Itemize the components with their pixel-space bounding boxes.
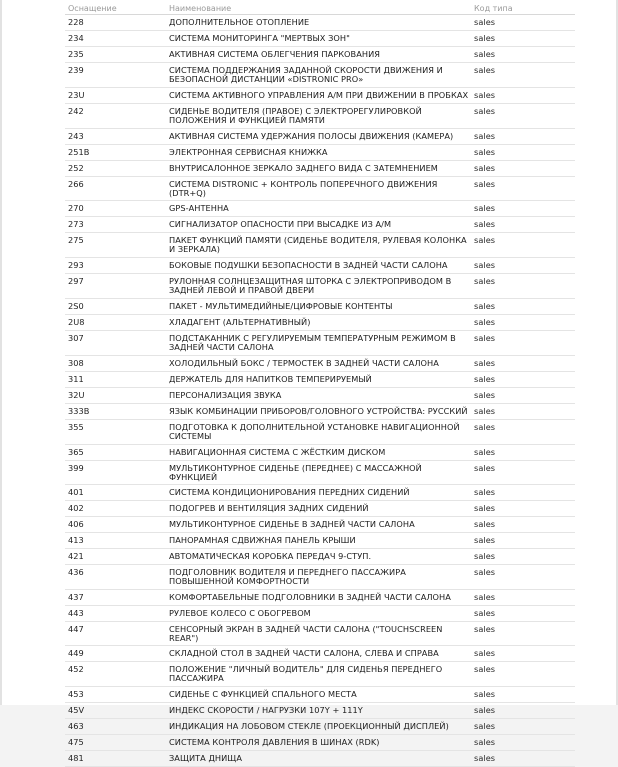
option-code-cell: 421 — [65, 549, 166, 565]
option-name-cell: ПАНОРАМНАЯ СДВИЖНАЯ ПАНЕЛЬ КРЫШИ — [166, 533, 471, 549]
option-name-cell: РУЛЕВОЕ КОЛЕСО С ОБОГРЕВОМ — [166, 606, 471, 622]
table-row — [65, 485, 575, 501]
type-code-cell: sales — [471, 161, 575, 177]
type-code-cell: sales — [471, 404, 575, 420]
option-code-cell: 32U — [65, 388, 166, 404]
option-code-cell: 293 — [65, 258, 166, 274]
table-row — [65, 315, 575, 331]
type-code-cell: sales — [471, 356, 575, 372]
option-code-cell: 401 — [65, 485, 166, 501]
table-row — [65, 565, 575, 590]
option-code-cell: 447 — [65, 622, 166, 646]
option-name-cell: GPS-АНТЕННА — [166, 201, 471, 217]
option-name-cell: РУЛОННАЯ СОЛНЦЕЗАЩИТНАЯ ШТОРКА С ЭЛЕКТРОПРИВОДОМ В ЗАДНЕЙ ЛЕВОЙ И ПРАВОЙ ДВЕРИ — [166, 274, 471, 299]
table-row — [65, 274, 575, 299]
option-code-cell: 270 — [65, 201, 166, 217]
option-name-cell: МУЛЬТИКОНТУРНОЕ СИДЕНЬЕ В ЗАДНЕЙ ЧАСТИ САЛОНА — [166, 517, 471, 533]
option-code-cell: 355 — [65, 420, 166, 445]
option-code-cell: 266 — [65, 177, 166, 201]
option-name-cell: СИСТЕМА ПОДДЕРЖАНИЯ ЗАДАННОЙ СКОРОСТИ ДВИЖЕНИЯ И БЕЗОПАСНОЙ ДИСТАНЦИИ «DISTRONIC PRO» — [166, 63, 471, 88]
option-name-cell: МУЛЬТИКОНТУРНОЕ СИДЕНЬЕ (ПЕРЕДНЕЕ) С МАССАЖНОЙ ФУНКЦИЕЙ — [166, 461, 471, 485]
option-code-cell: 406 — [65, 517, 166, 533]
table-row — [65, 47, 575, 63]
table-row — [65, 533, 575, 549]
option-name-cell: ПЕРСОНАЛИЗАЦИЯ ЗВУКА — [166, 388, 471, 404]
column-header-code: Оснащение — [65, 0, 166, 15]
option-code-cell: 333B — [65, 404, 166, 420]
option-name-cell: ПОЛОЖЕНИЕ "ЛИЧНЫЙ ВОДИТЕЛЬ" ДЛЯ СИДЕНЬЯ ПЕРЕДНЕГО ПАССАЖИРА — [166, 662, 471, 687]
option-code-cell: 2U8 — [65, 315, 166, 331]
type-code-cell: sales — [471, 47, 575, 63]
table-row — [65, 372, 575, 388]
type-code-cell: sales — [471, 129, 575, 145]
option-code-cell: 275 — [65, 233, 166, 258]
equipment-options-table — [65, 0, 575, 767]
type-code-cell: sales — [471, 201, 575, 217]
option-code-cell: 402 — [65, 501, 166, 517]
option-code-cell: 234 — [65, 31, 166, 47]
option-code-cell: 453 — [65, 687, 166, 703]
table-row — [65, 461, 575, 485]
table-row — [65, 177, 575, 201]
option-code-cell: 228 — [65, 15, 166, 31]
option-code-cell: 449 — [65, 646, 166, 662]
option-name-cell: СЕНСОРНЫЙ ЭКРАН В ЗАДНЕЙ ЧАСТИ САЛОНА ("TOUCHSCREEN REAR") — [166, 622, 471, 646]
type-code-cell: sales — [471, 461, 575, 485]
option-code-cell: 443 — [65, 606, 166, 622]
type-code-cell: sales — [471, 31, 575, 47]
table-row — [65, 420, 575, 445]
type-code-cell: sales — [471, 372, 575, 388]
table-row — [65, 646, 575, 662]
table-row — [65, 299, 575, 315]
option-name-cell: ИНДЕКС СКОРОСТИ / НАГРУЗКИ 107Y + 111Y — [166, 703, 471, 719]
option-code-cell: 235 — [65, 47, 166, 63]
option-name-cell: ДОПОЛНИТЕЛЬНОЕ ОТОПЛЕНИЕ — [166, 15, 471, 31]
type-code-cell: sales — [471, 646, 575, 662]
option-name-cell: ПОДСТАКАННИК С РЕГУЛИРУЕМЫМ ТЕМПЕРАТУРНЫМ РЕЖИМОМ В ЗАДНЕЙ ЧАСТИ САЛОНА — [166, 331, 471, 356]
option-name-cell: ПОДГОТОВКА К ДОПОЛНИТЕЛЬНОЙ УСТАНОВКЕ НАВИГАЦИОННОЙ СИСТЕМЫ — [166, 420, 471, 445]
table-row — [65, 63, 575, 88]
table-row — [65, 217, 575, 233]
table-row — [65, 662, 575, 687]
option-code-cell: 481 — [65, 751, 166, 767]
option-name-cell: БОКОВЫЕ ПОДУШКИ БЕЗОПАСНОСТИ В ЗАДНЕЙ ЧАСТИ САЛОНА — [166, 258, 471, 274]
table-row — [65, 751, 575, 767]
header-row — [65, 0, 575, 15]
option-code-cell: 2S0 — [65, 299, 166, 315]
option-code-cell: 308 — [65, 356, 166, 372]
column-header-name: Наименование — [166, 0, 471, 15]
option-code-cell: 307 — [65, 331, 166, 356]
table-row — [65, 145, 575, 161]
option-name-cell: ПАКЕТ - МУЛЬТИМЕДИЙНЫЕ/ЦИФРОВЫЕ КОНТЕНТЫ — [166, 299, 471, 315]
type-code-cell: sales — [471, 388, 575, 404]
option-name-cell: АКТИВНАЯ СИСТЕМА УДЕРЖАНИЯ ПОЛОСЫ ДВИЖЕНИЯ (КАМЕРА) — [166, 129, 471, 145]
option-code-cell: 273 — [65, 217, 166, 233]
option-name-cell: СИСТЕМА АКТИВНОГО УПРАВЛЕНИЯ А/М ПРИ ДВИЖЕНИИ В ПРОБКАХ — [166, 88, 471, 104]
type-code-cell: sales — [471, 687, 575, 703]
option-name-cell: ВНУТРИСАЛОННОЕ ЗЕРКАЛО ЗАДНЕГО ВИДА С ЗАТЕМНЕНИЕМ — [166, 161, 471, 177]
option-name-cell: ЯЗЫК КОМБИНАЦИИ ПРИБОРОВ/ГОЛОВНОГО УСТРОЙСТВА: РУССКИЙ — [166, 404, 471, 420]
table-row — [65, 356, 575, 372]
option-name-cell: СИСТЕМА КОНТРОЛЯ ДАВЛЕНИЯ В ШИНАХ (RDK) — [166, 735, 471, 751]
option-name-cell: КОМФОРТАБЕЛЬНЫЕ ПОДГОЛОВНИКИ В ЗАДНЕЙ ЧАСТИ САЛОНА — [166, 590, 471, 606]
table-row — [65, 404, 575, 420]
option-name-cell: ЗАЩИТА ДНИЩА — [166, 751, 471, 767]
table-row — [65, 445, 575, 461]
type-code-cell: sales — [471, 258, 575, 274]
type-code-cell: sales — [471, 606, 575, 622]
type-code-cell: sales — [471, 622, 575, 646]
option-code-cell: 436 — [65, 565, 166, 590]
option-name-cell: ПОДОГРЕВ И ВЕНТИЛЯЦИЯ ЗАДНИХ СИДЕНИЙ — [166, 501, 471, 517]
option-name-cell: ИНДИКАЦИЯ НА ЛОБОВОМ СТЕКЛЕ (ПРОЕКЦИОННЫЙ ДИСПЛЕЙ) — [166, 719, 471, 735]
table-row — [65, 104, 575, 129]
table-row — [65, 258, 575, 274]
option-name-cell: СИГНАЛИЗАТОР ОПАСНОСТИ ПРИ ВЫСАДКЕ ИЗ А/М — [166, 217, 471, 233]
type-code-cell: sales — [471, 703, 575, 719]
type-code-cell: sales — [471, 145, 575, 161]
type-code-cell: sales — [471, 517, 575, 533]
table-header — [65, 0, 575, 15]
column-header-type: Код типа — [471, 0, 575, 15]
type-code-cell: sales — [471, 299, 575, 315]
type-code-cell: sales — [471, 274, 575, 299]
type-code-cell: sales — [471, 590, 575, 606]
type-code-cell: sales — [471, 88, 575, 104]
table-row — [65, 161, 575, 177]
type-code-cell: sales — [471, 719, 575, 735]
type-code-cell: sales — [471, 420, 575, 445]
table-row — [65, 687, 575, 703]
option-name-cell: ЭЛЕКТРОННАЯ СЕРВИСНАЯ КНИЖКА — [166, 145, 471, 161]
table-row — [65, 590, 575, 606]
option-code-cell: 452 — [65, 662, 166, 687]
table-row — [65, 517, 575, 533]
option-code-cell: 242 — [65, 104, 166, 129]
option-name-cell: СКЛАДНОЙ СТОЛ В ЗАДНЕЙ ЧАСТИ САЛОНА, СЛЕВА И СПРАВА — [166, 646, 471, 662]
option-name-cell: ПАКЕТ ФУНКЦИЙ ПАМЯТИ (СИДЕНЬЕ ВОДИТЕЛЯ, РУЛЕВАЯ КОЛОНКА И ЗЕРКАЛА) — [166, 233, 471, 258]
option-code-cell: 45V — [65, 703, 166, 719]
option-code-cell: 413 — [65, 533, 166, 549]
table-row — [65, 606, 575, 622]
type-code-cell: sales — [471, 217, 575, 233]
table-row — [65, 15, 575, 31]
type-code-cell: sales — [471, 662, 575, 687]
option-name-cell: СИСТЕМА DISTRONIC + КОНТРОЛЬ ПОПЕРЕЧНОГО ДВИЖЕНИЯ (DTR+Q) — [166, 177, 471, 201]
option-code-cell: 252 — [65, 161, 166, 177]
option-name-cell: ХОЛОДИЛЬНЫЙ БОКС / ТЕРМОСТЕК В ЗАДНЕЙ ЧАСТИ САЛОНА — [166, 356, 471, 372]
table-row — [65, 622, 575, 646]
option-code-cell: 23U — [65, 88, 166, 104]
table-row — [65, 388, 575, 404]
option-code-cell: 239 — [65, 63, 166, 88]
type-code-cell: sales — [471, 177, 575, 201]
table-row — [65, 31, 575, 47]
table-row — [65, 129, 575, 145]
type-code-cell: sales — [471, 15, 575, 31]
type-code-cell: sales — [471, 63, 575, 88]
option-name-cell: ПОДГОЛОВНИК ВОДИТЕЛЯ И ПЕРЕДНЕГО ПАССАЖИРА ПОВЫШЕННОЙ КОМФОРТНОСТИ — [166, 565, 471, 590]
option-name-cell: ДЕРЖАТЕЛЬ ДЛЯ НАПИТКОВ ТЕМПЕРИРУЕМЫЙ — [166, 372, 471, 388]
type-code-cell: sales — [471, 565, 575, 590]
option-name-cell: СИСТЕМА МОНИТОРИНГА "МЕРТВЫХ ЗОН" — [166, 31, 471, 47]
type-code-cell: sales — [471, 751, 575, 767]
option-name-cell: НАВИГАЦИОННАЯ СИСТЕМА С ЖЁСТКИМ ДИСКОМ — [166, 445, 471, 461]
type-code-cell: sales — [471, 315, 575, 331]
type-code-cell: sales — [471, 331, 575, 356]
option-code-cell: 311 — [65, 372, 166, 388]
type-code-cell: sales — [471, 501, 575, 517]
type-code-cell: sales — [471, 104, 575, 129]
table-row — [65, 88, 575, 104]
table-row — [65, 735, 575, 751]
option-code-cell: 475 — [65, 735, 166, 751]
option-name-cell: ХЛАДАГЕНТ (АЛЬТЕРНАТИВНЫЙ) — [166, 315, 471, 331]
option-code-cell: 437 — [65, 590, 166, 606]
type-code-cell: sales — [471, 233, 575, 258]
option-name-cell: СИСТЕМА КОНДИЦИОНИРОВАНИЯ ПЕРЕДНИХ СИДЕНИЙ — [166, 485, 471, 501]
type-code-cell: sales — [471, 549, 575, 565]
type-code-cell: sales — [471, 445, 575, 461]
option-code-cell: 463 — [65, 719, 166, 735]
option-code-cell: 297 — [65, 274, 166, 299]
option-code-cell: 399 — [65, 461, 166, 485]
table-row — [65, 501, 575, 517]
option-name-cell: СИДЕНЬЕ С ФУНКЦИЕЙ СПАЛЬНОГО МЕСТА — [166, 687, 471, 703]
option-name-cell: АВТОМАТИЧЕСКАЯ КОРОБКА ПЕРЕДАЧ 9-СТУП. — [166, 549, 471, 565]
option-code-cell: 251B — [65, 145, 166, 161]
table-row — [65, 233, 575, 258]
table-body — [65, 15, 575, 767]
type-code-cell: sales — [471, 533, 575, 549]
table-row — [65, 549, 575, 565]
table-row — [65, 719, 575, 735]
option-name-cell: СИДЕНЬЕ ВОДИТЕЛЯ (ПРАВОЕ) С ЭЛЕКТРОРЕГУЛИРОВКОЙ ПОЛОЖЕНИЯ И ФУНКЦИЕЙ ПАМЯТИ — [166, 104, 471, 129]
option-code-cell: 243 — [65, 129, 166, 145]
type-code-cell: sales — [471, 485, 575, 501]
option-code-cell: 365 — [65, 445, 166, 461]
type-code-cell: sales — [471, 735, 575, 751]
table-row — [65, 201, 575, 217]
option-name-cell: АКТИВНАЯ СИСТЕМА ОБЛЕГЧЕНИЯ ПАРКОВАНИЯ — [166, 47, 471, 63]
table-row — [65, 331, 575, 356]
